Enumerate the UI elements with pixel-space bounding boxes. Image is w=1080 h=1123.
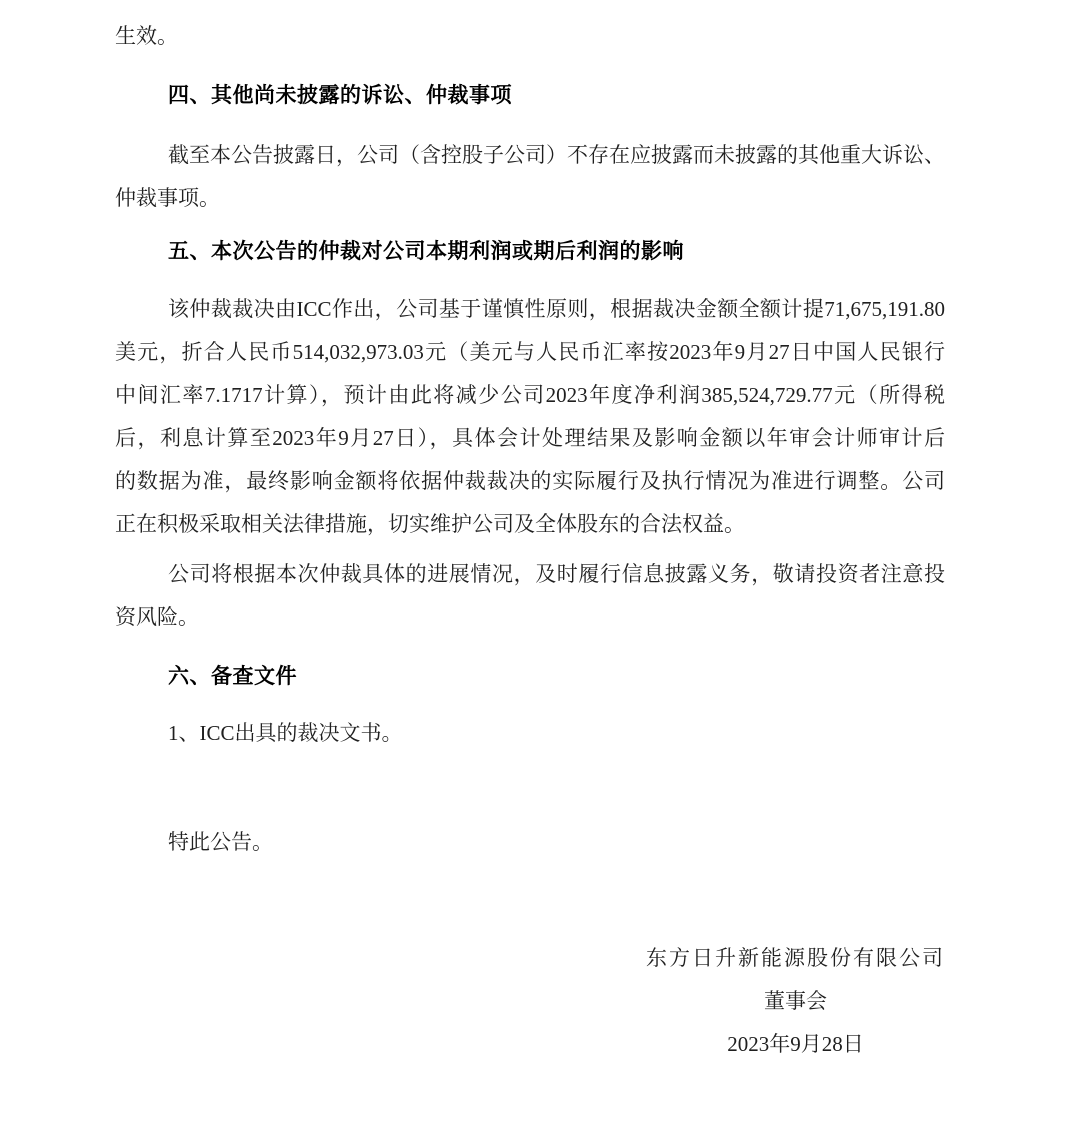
section-heading-4: [115, 74, 945, 117]
paragraph-profit-impact: [115, 288, 945, 546]
section-heading-5: [115, 230, 945, 273]
text-line: 正在积极采取相关法律措施，切实维护公司及全体股东的合法权益。: [115, 512, 745, 536]
section-heading-6: [115, 655, 945, 698]
text-line: 资风险。: [115, 605, 199, 629]
text-line: 美元，折合人民币514,032,973.03元（美元与人民币汇率按2023年9月27日中国人民银行: [115, 340, 945, 364]
signature-board: 董事会: [764, 989, 827, 1013]
heading-text: 四、其他尚未披露的诉讼、仲裁事项: [168, 83, 512, 107]
heading-text: 六、备查文件: [168, 664, 297, 688]
text-line: 后，利息计算至2023年9月27日），具体会计处理结果及影响金额以年审会计师审计后: [115, 426, 945, 450]
text-line: 1、ICC出具的裁决文书。: [168, 721, 403, 745]
signature-block: [646, 937, 945, 1066]
paragraph-closing: [115, 821, 945, 864]
text-line: 该仲裁裁决由ICC作出，公司基于谨慎性原则，根据裁决金额全额计提71,675,191.80: [168, 297, 945, 321]
text-line: 特此公告。: [168, 830, 273, 854]
signature-company-name: 东方日升新能源股份有限公司: [646, 946, 945, 970]
text-line: 生效。: [115, 24, 178, 48]
text-line: 的数据为准，最终影响金额将依据仲裁裁决的实际履行及执行情况为准进行调整。公司: [115, 469, 945, 493]
heading-text: 五、本次公告的仲裁对公司本期利润或期后利润的影响: [168, 239, 684, 263]
paragraph-continuation: [115, 15, 945, 58]
text-line: 中间汇率7.1717计算），预计由此将减少公司2023年度净利润385,524,729.77元（所得税: [115, 383, 945, 407]
text-line: 公司将根据本次仲裁具体的进展情况，及时履行信息披露义务，敬请投资者注意投: [168, 562, 945, 586]
paragraph-undisclosed-matters: [115, 134, 945, 220]
text-line: 截至本公告披露日，公司（含控股子公司）不存在应披露而未披露的其他重大诉讼、: [168, 143, 945, 167]
text-line: 仲裁事项。: [115, 186, 220, 210]
signature-date: 2023年9月28日: [727, 1032, 864, 1056]
paragraph-reference-document: [115, 712, 945, 755]
paragraph-disclosure-obligation: [115, 553, 945, 639]
